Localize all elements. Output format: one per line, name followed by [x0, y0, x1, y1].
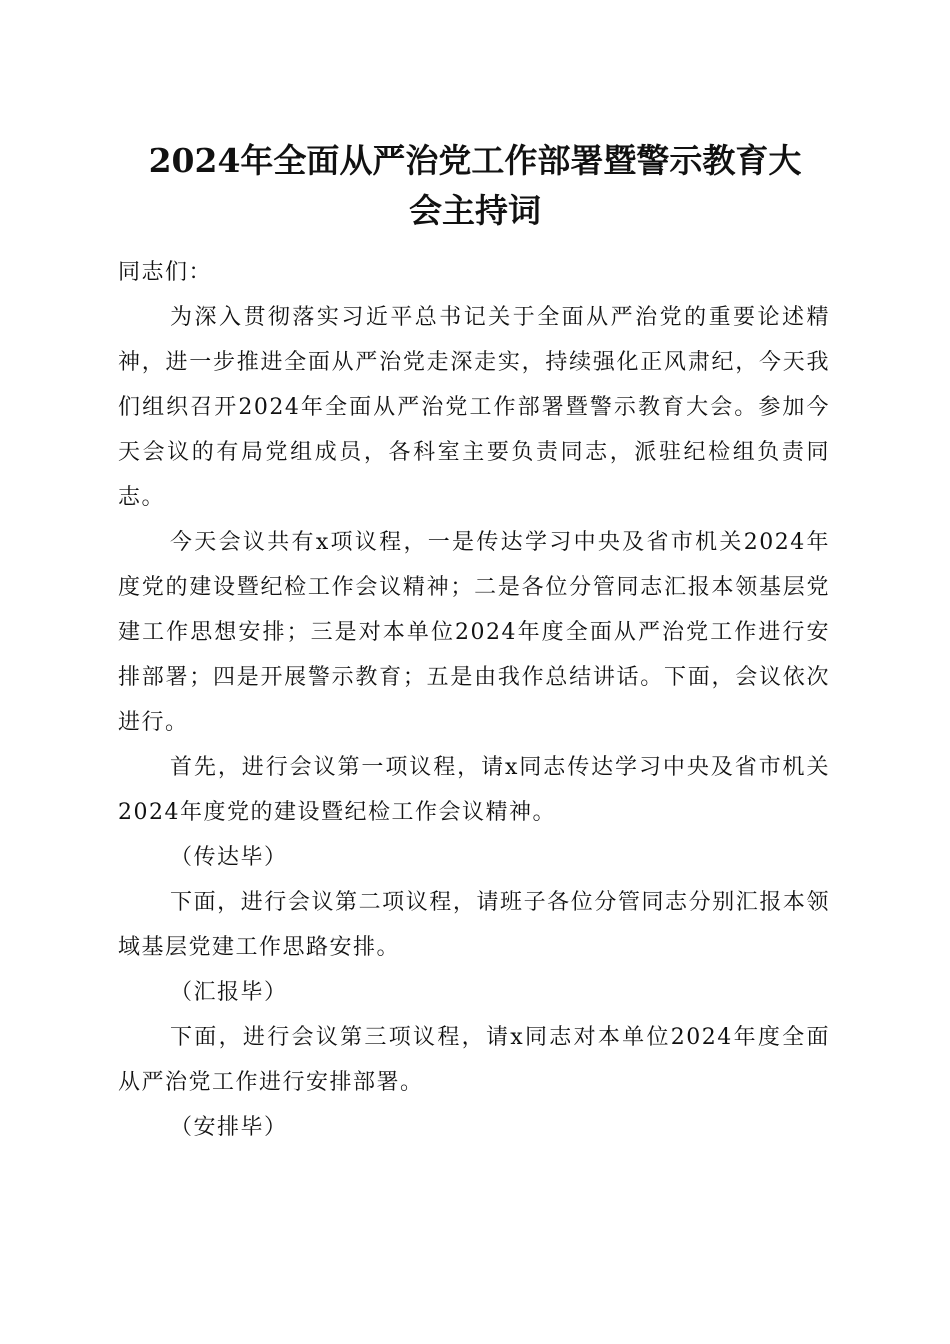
paragraph-note-2: （汇报毕） [170, 980, 288, 1005]
paragraph-note-3: （安排毕） [170, 1115, 288, 1140]
paragraph-item-1: 首先，进行会议第一项议程，请x同志传达学习中央及省市机关2024年度党的建设暨纪检工作会议精神。 [118, 755, 830, 825]
title-line-2: 会主持词 [409, 191, 541, 230]
document-title [118, 136, 832, 236]
paragraph-item-3: 下面，进行会议第三项议程，请x同志对本单位2024年度全面从严治党工作进行安排部署。 [118, 1025, 830, 1095]
paragraph-note-1: （传达毕） [170, 845, 288, 870]
title-line-1: 2024年全面从严治党工作部署暨警示教育大 [148, 141, 802, 180]
document-body [118, 250, 830, 1150]
paragraph-agenda: 今天会议共有x项议程，一是传达学习中央及省市机关2024年度党的建设暨纪检工作会议精神；二是各位分管同志汇报本领基层党建工作思想安排；三是对本单位2024年度全面从严治党工作进行安排部署；四是开展警示教育；五是由我作总结讲话。下面，会议依次进行。 [118, 530, 830, 735]
salutation: 同志们： [118, 260, 213, 285]
paragraph-intro: 为深入贯彻落实习近平总书记关于全面从严治党的重要论述精神，进一步推进全面从严治党走深走实，持续强化正风肃纪，今天我们组织召开2024年全面从严治党工作部署暨警示教育大会。参加今天会议的有局党组成员，各科室主要负责同志，派驻纪检组负责同志。 [118, 305, 830, 510]
paragraph-item-2: 下面，进行会议第二项议程，请班子各位分管同志分别汇报本领域基层党建工作思路安排。 [118, 890, 830, 960]
